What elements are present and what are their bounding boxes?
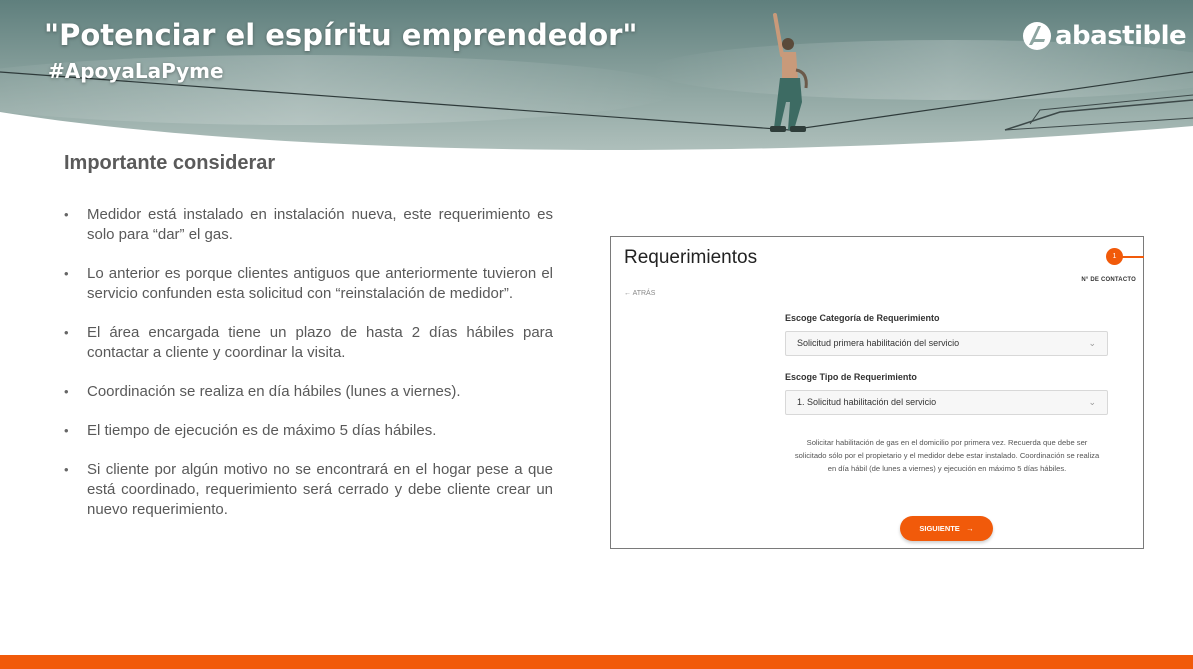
form-title: Requerimientos — [624, 247, 758, 268]
abastible-logo-icon — [1022, 21, 1052, 51]
contact-number-label: N° DE CONTACTO — [1081, 277, 1136, 283]
hashtag: #ApoyaLaPyme — [48, 59, 224, 83]
chevron-down-icon: ⌄ — [1088, 338, 1096, 348]
category-select-value: Solicitud primera habilitación del servicio — [797, 338, 960, 348]
list-item-text: Lo anterior es porque clientes antiguos que anteriormente tuvieron el servicio confunden esta solicitud con “reinstalación de medidor”. — [87, 265, 553, 302]
bullet-icon: • — [64, 384, 69, 399]
info-text: Solicitar habilitación de gas en el domicilio por primera vez. Recuerda que debe ser solicitado sólo por el propietario y el medidor debe estar instalado. Coordinación se realiza en día hábil (de lunes a viernes) y ejecución en máximo 5 días hábiles. — [794, 438, 1100, 473]
category-select[interactable] — [785, 331, 1108, 356]
list-item-text: El tiempo de ejecución es de máximo 5 días hábiles. — [87, 422, 437, 439]
list-item — [64, 460, 553, 520]
list-item — [64, 382, 553, 402]
list-item — [64, 205, 553, 245]
type-label: Escoge Tipo de Requerimiento — [785, 372, 917, 382]
list-item — [64, 421, 553, 441]
arrow-left-icon: ← — [624, 290, 631, 297]
brand-logo — [1022, 20, 1186, 52]
brand-name: abastible — [1055, 21, 1187, 51]
back-link[interactable] — [624, 290, 655, 297]
arrow-right-icon: → — [961, 524, 974, 533]
list-item-text: Medidor está instalado en instalación nueva, este requerimiento es solo para “dar” el gas. — [87, 206, 553, 243]
bullet-icon: • — [64, 462, 69, 477]
chevron-down-icon: ⌄ — [1088, 397, 1096, 407]
category-label: Escoge Categoría de Requerimiento — [785, 313, 940, 323]
type-select[interactable] — [785, 390, 1108, 415]
next-button-label: SIGUIENTE — [919, 524, 960, 533]
header-banner — [0, 0, 1193, 160]
tightrope-walker-image — [760, 10, 840, 140]
bullet-icon: • — [64, 423, 69, 438]
step-indicator-line — [1121, 256, 1144, 258]
list-item — [64, 323, 553, 363]
bullet-icon: • — [64, 325, 69, 340]
requirements-form — [610, 236, 1144, 549]
list-item-text: El área encargada tiene un plazo de hasta 2 días hábiles para contactar a cliente y coordinar la visita. — [87, 324, 553, 361]
list-item-text: Si cliente por algún motivo no se encontrará en el hogar pese a que está coordinado, requerimiento será cerrado y debe cliente crear un nuevo requerimiento. — [87, 461, 553, 518]
bullet-icon: • — [64, 266, 69, 281]
section-title: Importante considerar — [64, 152, 276, 174]
back-link-label: ATRÁS — [632, 290, 656, 297]
bullet-icon: • — [64, 207, 69, 222]
considerations-list — [64, 205, 553, 539]
step-badge: 1 — [1106, 248, 1123, 265]
list-item-text: Coordinación se realiza en día hábiles (lunes a viernes). — [87, 383, 461, 400]
list-item — [64, 264, 553, 304]
headline: "Potenciar el espíritu emprendedor" — [44, 18, 638, 52]
next-button[interactable] — [900, 516, 993, 541]
type-select-value: 1. Solicitud habilitación del servicio — [797, 397, 937, 407]
footer-accent-bar — [0, 655, 1193, 669]
